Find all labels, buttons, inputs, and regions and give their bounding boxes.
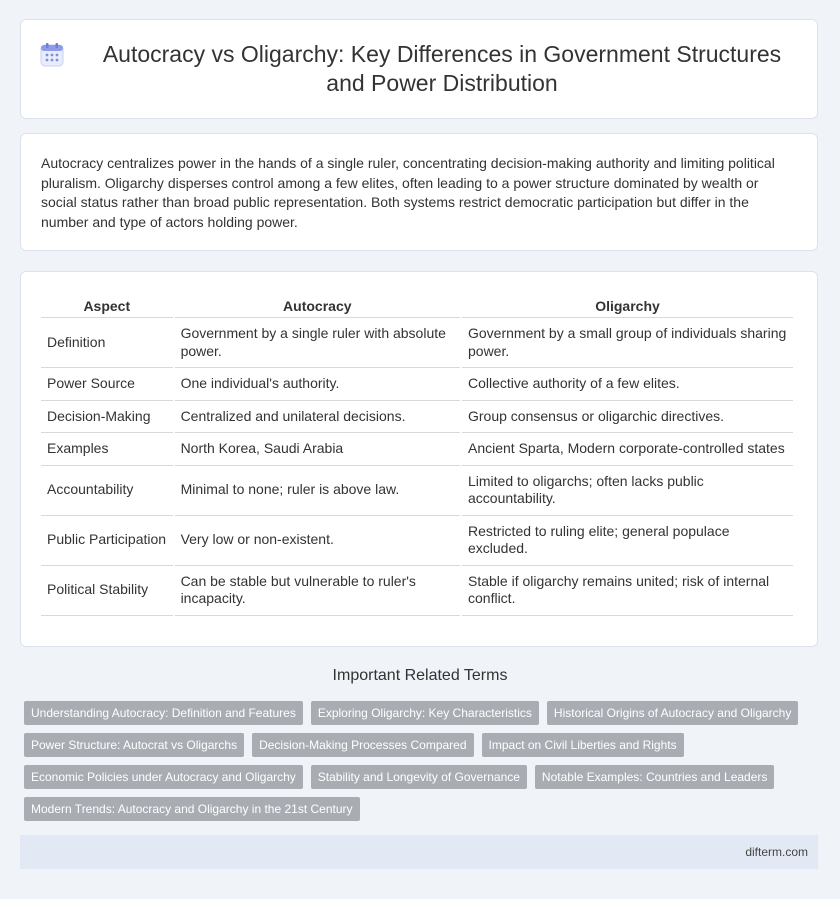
- row-aspect: Definition: [41, 318, 173, 368]
- related-term-link[interactable]: Economic Policies under Autocracy and Oligarchy: [24, 765, 303, 789]
- row-oligarchy: Stable if oligarchy remains united; risk of internal conflict.: [462, 566, 793, 616]
- table-header-row: [41, 294, 793, 318]
- related-terms-heading: Important Related Terms: [332, 667, 508, 684]
- table-row: [41, 466, 793, 516]
- title-row: [39, 40, 799, 98]
- footer-site-link[interactable]: difterm.com: [745, 845, 808, 859]
- related-term-link[interactable]: Notable Examples: Countries and Leaders: [535, 765, 774, 789]
- row-autocracy: North Korea, Saudi Arabia: [175, 433, 460, 466]
- table-row: [41, 368, 793, 401]
- related-term-link[interactable]: Decision-Making Processes Compared: [252, 733, 473, 757]
- table-row: [41, 566, 793, 616]
- row-oligarchy: Limited to oligarchs; often lacks public accountability.: [462, 466, 793, 516]
- row-autocracy: Government by a single ruler with absolute power.: [175, 318, 460, 368]
- header-aspect: Aspect: [41, 294, 173, 318]
- row-aspect: Decision-Making: [41, 401, 173, 434]
- intro-paragraph: Autocracy centralizes power in the hands of a single ruler, concentrating decision-making authority and limiting political pluralism. Oligarchy disperses control among a few elites, often leading to a power structure dominated by wealth or social status rather than broad public representation. Both systems restrict democratic participation but differ in the number and type of actors holding power.: [41, 155, 775, 230]
- table-row: [41, 318, 793, 368]
- related-term-link[interactable]: Exploring Oligarchy: Key Characteristics: [311, 701, 539, 725]
- header-autocracy: Autocracy: [175, 294, 460, 318]
- intro-card: [20, 133, 818, 251]
- row-aspect: Power Source: [41, 368, 173, 401]
- row-aspect: Public Participation: [41, 516, 173, 566]
- row-aspect: Accountability: [41, 466, 173, 516]
- row-aspect: Political Stability: [41, 566, 173, 616]
- calendar-icon: [39, 42, 65, 68]
- header-oligarchy: Oligarchy: [462, 294, 793, 318]
- table-row: [41, 433, 793, 466]
- row-aspect: Examples: [41, 433, 173, 466]
- row-autocracy: Can be stable but vulnerable to ruler's incapacity.: [175, 566, 460, 616]
- row-autocracy: Minimal to none; ruler is above law.: [175, 466, 460, 516]
- row-oligarchy: Ancient Sparta, Modern corporate-controlled states: [462, 433, 793, 466]
- related-term-link[interactable]: Impact on Civil Liberties and Rights: [482, 733, 684, 757]
- row-oligarchy: Restricted to ruling elite; general populace excluded.: [462, 516, 793, 566]
- related-term-link[interactable]: Understanding Autocracy: Definition and Features: [24, 701, 303, 725]
- row-autocracy: One individual's authority.: [175, 368, 460, 401]
- row-oligarchy: Collective authority of a few elites.: [462, 368, 793, 401]
- title-card: [20, 19, 818, 119]
- table-row: [41, 516, 793, 566]
- row-autocracy: Centralized and unilateral decisions.: [175, 401, 460, 434]
- related-term-link[interactable]: Modern Trends: Autocracy and Oligarchy in the 21st Century: [24, 797, 360, 821]
- related-term-link[interactable]: Historical Origins of Autocracy and Oligarchy: [547, 701, 798, 725]
- comparison-table: [39, 294, 795, 616]
- comparison-card: [20, 271, 818, 647]
- row-oligarchy: Group consensus or oligarchic directives.: [462, 401, 793, 434]
- row-oligarchy: Government by a small group of individuals sharing power.: [462, 318, 793, 368]
- related-terms-list: [24, 701, 814, 829]
- related-term-link[interactable]: Power Structure: Autocrat vs Oligarchs: [24, 733, 244, 757]
- table-row: [41, 401, 793, 434]
- footer: [20, 835, 818, 869]
- row-autocracy: Very low or non-existent.: [175, 516, 460, 566]
- page-title: Autocracy vs Oligarchy: Key Differences in Government Structures and Power Distribution: [102, 41, 782, 96]
- related-term-link[interactable]: Stability and Longevity of Governance: [311, 765, 527, 789]
